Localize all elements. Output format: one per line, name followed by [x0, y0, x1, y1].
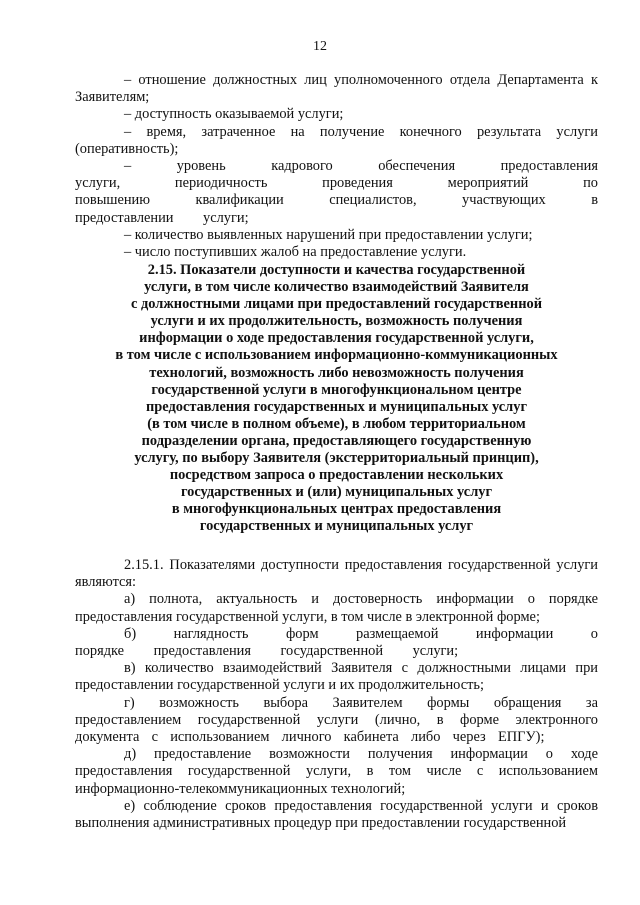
section-title-line: предоставления государственных и муниципальных услуг: [146, 398, 527, 415]
section-title-line: государственной услуги в многофункциональном центре: [151, 381, 522, 398]
section-title-line: подразделении органа, предоставляющего государственную: [141, 432, 532, 449]
list-item: а) полнота, актуальность и достоверность информации о порядке предоставления государственной услуги, в том числе в электронной форме;: [75, 591, 598, 625]
section-title-line: в многофункциональных центрах предоставления: [171, 501, 502, 518]
list-item: – число поступивших жалоб на предоставление услуги.: [124, 244, 467, 261]
section-title-line: услугу, по выбору Заявителя (экстерриториальный принцип),: [134, 450, 539, 467]
list-item: – отношение должностных лиц уполномоченного отдела Департамента к Заявителям;: [75, 72, 598, 106]
section-title-line: государственных и (или) муниципальных услуг: [180, 484, 492, 501]
list-item: г) возможность выбора Заявителем формы обращения за предоставлением государственной услуги (лично, в форме электронного документа с использованием личного кабинета либо через ЕПГУ);: [75, 694, 598, 746]
paragraph: 2.15.1. Показателями доступности предоставления государственной услуги являются:: [75, 557, 598, 591]
section-title-line: в том числе с использованием информационно-коммуникационных: [115, 347, 558, 364]
top-list: [75, 72, 598, 261]
section-title: [75, 262, 598, 536]
list-item: в) количество взаимодействий Заявителя с должностными лицами при предоставлении государственной услуги и их продолжительность;: [75, 660, 598, 694]
list-item: е) соблюдение сроков предоставления государственной услуги и сроков выполнения административных процедур при предоставлении государственной: [75, 797, 598, 832]
list-item: – доступность оказываемой услуги;: [124, 106, 344, 123]
section-title-line: (в том числе в полном объеме), в любом территориальном: [147, 415, 526, 432]
section-title-line: государственных и муниципальных услуг: [199, 518, 474, 535]
section-title-line: информации о ходе предоставления государственной услуги,: [139, 330, 534, 347]
list-item: б) наглядность форм размещаемой информации о порядке предоставления государственной услуги;: [75, 625, 598, 660]
body-list: [75, 557, 598, 832]
list-item: д) предоставление возможности получения информации о ходе предоставления государственной услуги, в том числе с использованием информационно-телекоммуникационных технологий;: [75, 746, 598, 797]
section-title-line: услуги и их продолжительность, возможность получения: [150, 313, 523, 330]
section-title-line: с должностными лицами при предоставлений государственной: [131, 296, 542, 313]
section-title-line: услуги, в том числе количество взаимодействий Заявителя: [144, 279, 529, 296]
section-title-line: технологий, возможность либо невозможность получения: [149, 364, 524, 381]
list-item: – время, затраченное на получение конечного результата услуги (оперативность);: [75, 123, 598, 157]
section-title-line: 2.15. Показатели доступности и качества государственной: [147, 262, 526, 278]
list-item: – количество выявленных нарушений при предоставлении услуги;: [124, 226, 533, 243]
list-item: – уровень кадрового обеспечения предоставления услуги, периодичность проведения мероприятий по повышению квалификации специалистов, участвующих в предоставлении услуги;: [75, 158, 598, 226]
section-title-line: посредством запроса о предоставлении нескольких: [169, 467, 504, 484]
page-number: 12: [313, 39, 327, 54]
